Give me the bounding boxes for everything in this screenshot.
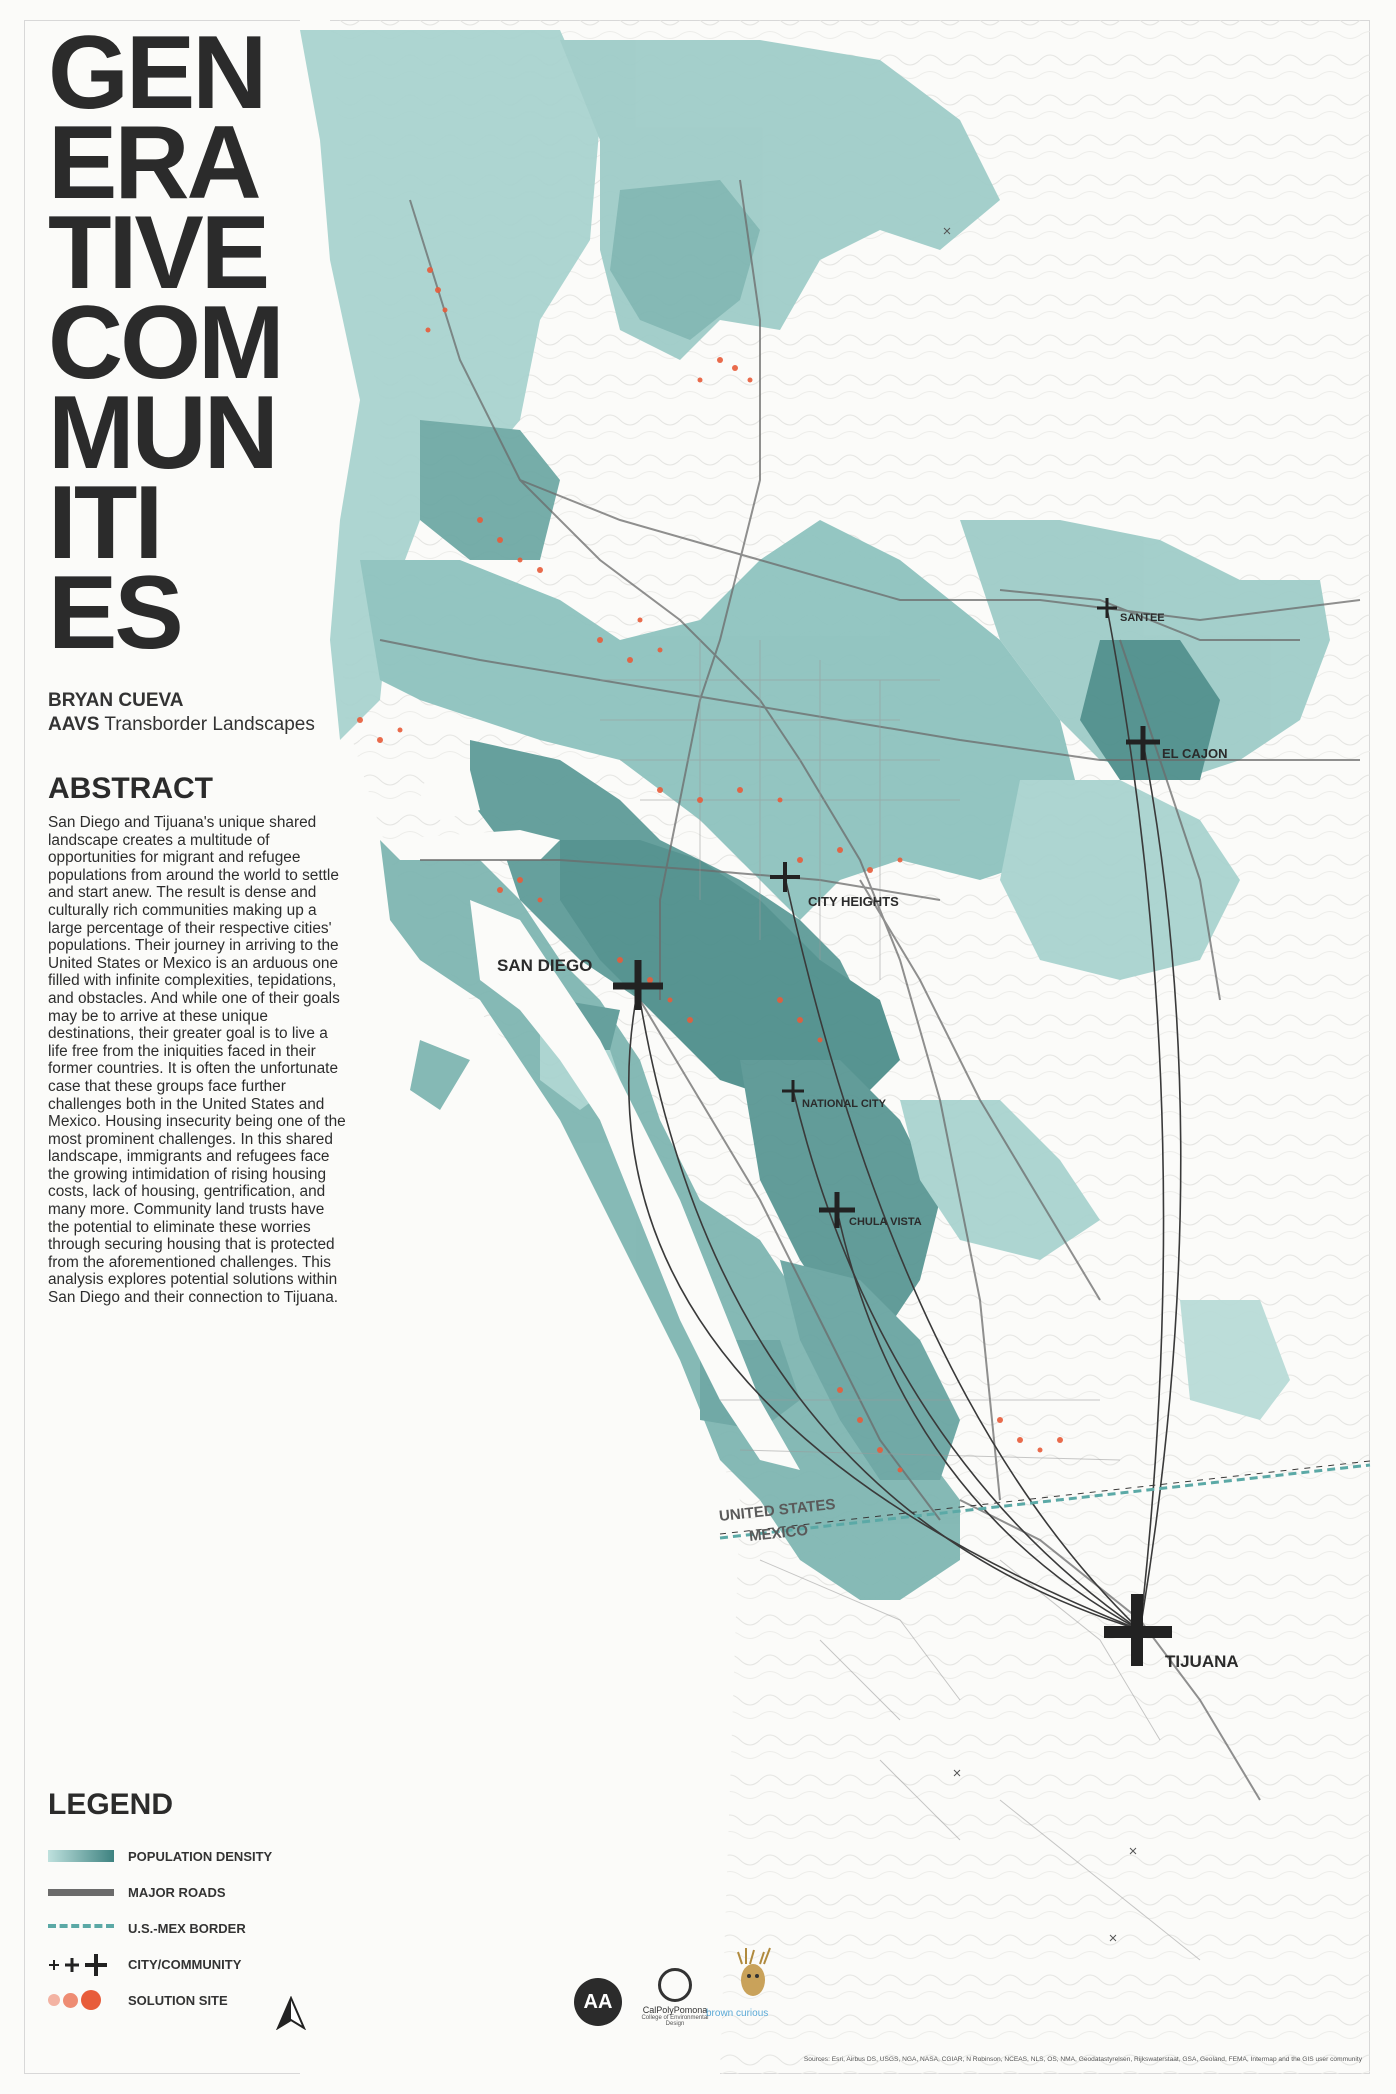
legend-label: MAJOR ROADS (128, 1884, 226, 1900)
title-line: MUN (48, 375, 276, 491)
aa-logo: AA (574, 1978, 622, 2026)
label-santee: SANTEE (1120, 612, 1165, 624)
cpp-name: CalPolyPomona (642, 2005, 708, 2015)
label-el-cajon: EL CAJON (1162, 746, 1228, 761)
abstract-text: San Diego and Tijuana's unique shared landscape creates a multitude of opportunities for migrant and refugee populations from around the world to settle and start anew. The result is dense and culturally rich communities making up a large percentage of their respective cities' populations. Their journey in arriving to the United States or Mexico is an arduous one filled with infinite complexities, tepidations, and obstacles. And while one of their goals may be to arrive at these unique destinations, their greater goal is to live a life free from the iniquities faced in their former countries. It is often the unfortunate case that these groups face further challenges both in the United States and Mexico. Housing insecurity being one of the most prominent challenges. In this shared landscape, immigrants and refugees face the growing intimidation of rising housing costs, lack of housing, gentrification, and many more. Community land trusts have the potential to eliminate these worries through securing housing that is protected from the aforementioned challenges. This analysis explores potential solutions within San Diego and their connection to Tijuana. (48, 814, 346, 1307)
title-line: ES (48, 555, 181, 671)
label-chula-vista: CHULA VISTA (849, 1216, 922, 1228)
legend-label: U.S.-MEX BORDER (128, 1920, 246, 1936)
title-line: GEN (48, 15, 265, 131)
label-tijuana: TIJUANA (1165, 1652, 1239, 1671)
map-sources: Sources: Esri, Airbus DS, USGS, NGA, NASA, CGIAR, N Robinson, NCEAS, NLS, OS, NMA, Geodatastyrelsen, Rijkswaterstaat, GSA, Geoland, FEMA, Intermap and the GIS user community (803, 2056, 1362, 2063)
poster-title (48, 15, 358, 671)
course (48, 714, 358, 736)
legend-label: CITY/COMMUNITY (128, 1956, 242, 1972)
title-line: TIVE (48, 195, 268, 311)
author-name: BRYAN CUEVA (48, 690, 184, 711)
left-column (48, 15, 358, 1307)
label-city-heights: CITY HEIGHTS (808, 894, 899, 909)
course-prefix: AAVS (48, 714, 100, 735)
brown-curious-name: brown curious (706, 2008, 769, 2019)
city-cross-icon (48, 1952, 114, 1976)
abstract-heading: ABSTRACT (48, 772, 213, 805)
cpp-subtitle: College of Environmental Design (641, 2015, 709, 2027)
title-line: ITI (48, 465, 161, 581)
legend-item (48, 1838, 378, 1874)
label-san-diego: SAN DIEGO (497, 956, 593, 975)
legend-item (48, 1874, 378, 1910)
border-dashed-line (48, 1924, 114, 1932)
north-arrow-icon (276, 1996, 306, 2030)
solution-site-dots (48, 1989, 114, 2011)
label-mexico: MEXICO (748, 1521, 809, 1545)
legend (48, 1788, 378, 2018)
legend-heading: LEGEND (48, 1788, 174, 1821)
legend-item (48, 1982, 378, 2018)
major-road-line (48, 1889, 114, 1896)
population-density-gradient (48, 1850, 114, 1862)
legend-label: POPULATION DENSITY (128, 1848, 273, 1864)
brown-curious-logo (718, 1944, 788, 2004)
course-name: Transborder Landscapes (104, 714, 315, 735)
label-united-states: UNITED STATES (718, 1495, 837, 1525)
label-national-city: NATIONAL CITY (802, 1098, 886, 1110)
cpp-logo (640, 1968, 710, 2027)
title-line: ERA (48, 105, 259, 221)
legend-item (48, 1946, 378, 1982)
legend-item (48, 1910, 378, 1946)
legend-label: SOLUTION SITE (128, 1992, 228, 2008)
title-line: COM (48, 285, 282, 401)
